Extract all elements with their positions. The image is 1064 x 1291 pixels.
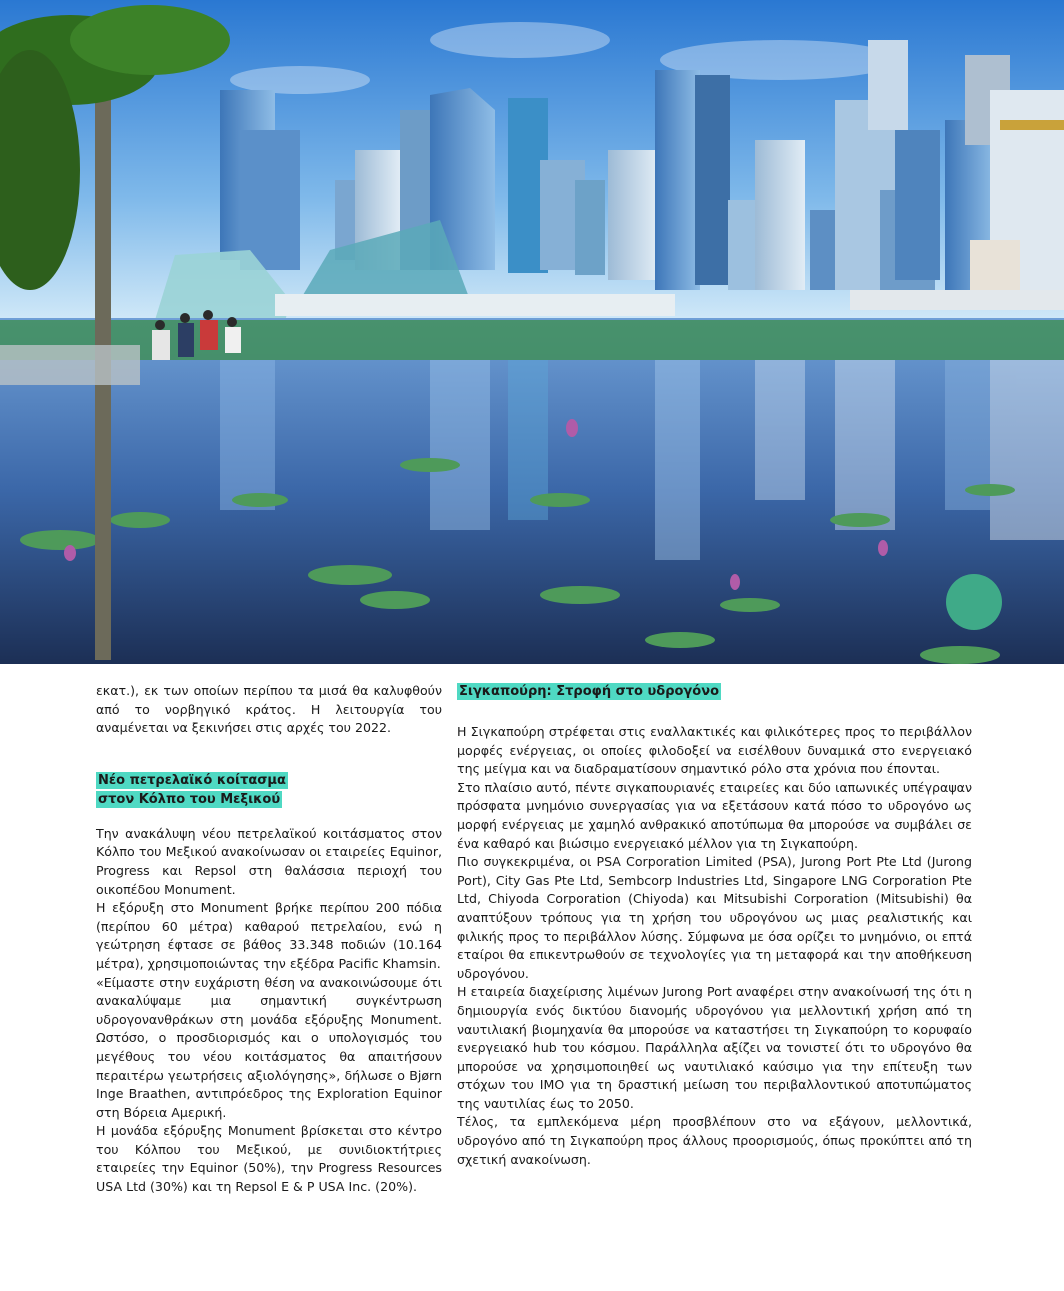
body-paragraph: Η εξόρυξη στο Monument βρήκε περίπου 200 πόδια (περίπου 60 μέτρα) καθαρού πετρελαίου, ενώ η γεώτρηση έφτασε σε βάθος 33.348 ποδιών (10.164 μέτρα), χρησιμοποιώντας την εξέδρα Pacific Khamsin. (96, 900, 442, 971)
section-heading-mexico (96, 771, 442, 809)
section-heading-singapore (457, 682, 972, 701)
body-paragraph: «Είμαστε στην ευχάριστη θέση να ανακοινώσουμε ότι ανακαλύψαμε μια σημαντική συγκέντρωση υδρογονανθράκων στη μονάδα εξόρυξης Monument. Ωστόσο, ο προσδιορισμός και ο υπολογισμός του μεγέθους του νέου κοιτάσματος θα απαιτήσουν περαιτέρω γεωτρήσεις αξιολόγησης», δήλωσε ο Bjørn Inge Braathen, αντιπρόεδρος της Exploration Equinor στη Βόρεια Αμερική. (96, 974, 442, 1120)
body-paragraph: Η μονάδα εξόρυξης Monument βρίσκεται στο κέντρο του Κόλπου του Μεξικού, με συνιδιοκτήτριες εταιρείες την Equinor (50%), την Progress Resources USA Ltd (30%) και τη Repsol E & P USA Inc. (20%). (96, 1123, 442, 1195)
body-paragraph: Πιο συγκεκριμένα, οι PSA Corporation Limited (PSA), Jurong Port Pte Ltd (Jurong Port), City Gas Pte Ltd, Sembcorp Industries Ltd, Singapore LNG Corporation Pte Ltd, Chiyoda Corporation (Chiyoda) και Mitsubishi Corporation (Mitsubishi) θα αναπτύξουν τρόπους για τη χρήση του υδρογόνου ως μιας ρεαλιστικής και φιλικής προς το περιβάλλον λύσης. Σύμφωνα με όσα ορίζει το μνημόνιο, οι επτά εταίροι θα επικεντρωθούν σε τεχνολογίες για τη μεταφορά και την αποθήκευση υδρογόνου. (457, 854, 972, 981)
body-paragraph: Τέλος, τα εμπλεκόμενα μέρη προσβλέπουν στο να εξάγουν, μελλοντικά, υδρογόνο από τη Σιγκαπούρη προς άλλους προορισμούς, όπως προκύπτει από τη σχετική ανακοίνωση. (457, 1114, 972, 1167)
body-paragraph: Στο πλαίσιο αυτό, πέντε σιγκαπουριανές εταιρείες και δύο ιαπωνικές υπέγραψαν πρόσφατα μνημόνιο συνεργασίας για να εξετάσουν κατά πόσο το υδρογόνο ως μορφή ενέργειας με χαμηλό ανθρακικό αποτύπωμα θα μπορούσε να συμβάλει σε ένα καθαρό και βιώσιμο ενεργειακό μέλλον για τη Σιγκαπούρη. (457, 779, 972, 851)
left-column (96, 682, 442, 1197)
heading-line-1: Νέο πετρελαϊκό κοίτασμα (98, 772, 286, 788)
body-paragraph: Την ανακάλυψη νέου πετρελαϊκού κοιτάσματος στον Κόλπο του Μεξικού ανακοίνωσαν οι εταιρείες Equinor, Progress και Repsol στη θαλάσσια περιοχή του οικοπέδου Monument. (96, 825, 442, 897)
heading-line-2: στον Κόλπο του Μεξικού (98, 791, 281, 807)
body-paragraph: Η εταιρεία διαχείρισης λιμένων Jurong Port αναφέρει στην ανακοίνωσή της ότι η δημιουργία ενός δικτύου διανομής υδρογόνου για μελλοντική χρήση από τη ναυτιλιακή βιομηχανία θα μπορούσε να καταστήσει τη Σιγκαπούρη το κορυφαίο ενεργειακό hub του κόσμου. Παράλληλα αξίζει να τονιστεί ότι το υδρογόνο θα μπορούσε να χρησιμοποιηθεί ως ναυτιλιακό καύσιμο για την επίτευξη των στόχων του IMO για τη δραστική μείωση του περιβαλλοντικού αποτυπώματος της ναυτιλίας έως το 2050. (457, 984, 972, 1111)
intro-paragraph: εκατ.), εκ των οποίων περίπου τα μισά θα καλυφθούν από το νορβηγικό κράτος. Η λειτουργία του αναμένεται να ξεκινήσει στις αρχές του 2022. (96, 683, 442, 736)
right-column (457, 682, 972, 1169)
walkway (0, 345, 140, 385)
body-paragraph: Η Σιγκαπούρη στρέφεται στις εναλλακτικές και φιλικότερες προς το περιβάλλον μορφές ενέργειας, οι οποίες φιλοδοξεί να εισέλθουν δυναμικά στο ενεργειακό της μείγμα και να διαδραματίσουν σημαντικό ρόλο στα χρόνια που έπονται. (457, 724, 972, 777)
heading-text: Σιγκαπούρη: Στροφή στο υδρογόνο (459, 684, 720, 699)
